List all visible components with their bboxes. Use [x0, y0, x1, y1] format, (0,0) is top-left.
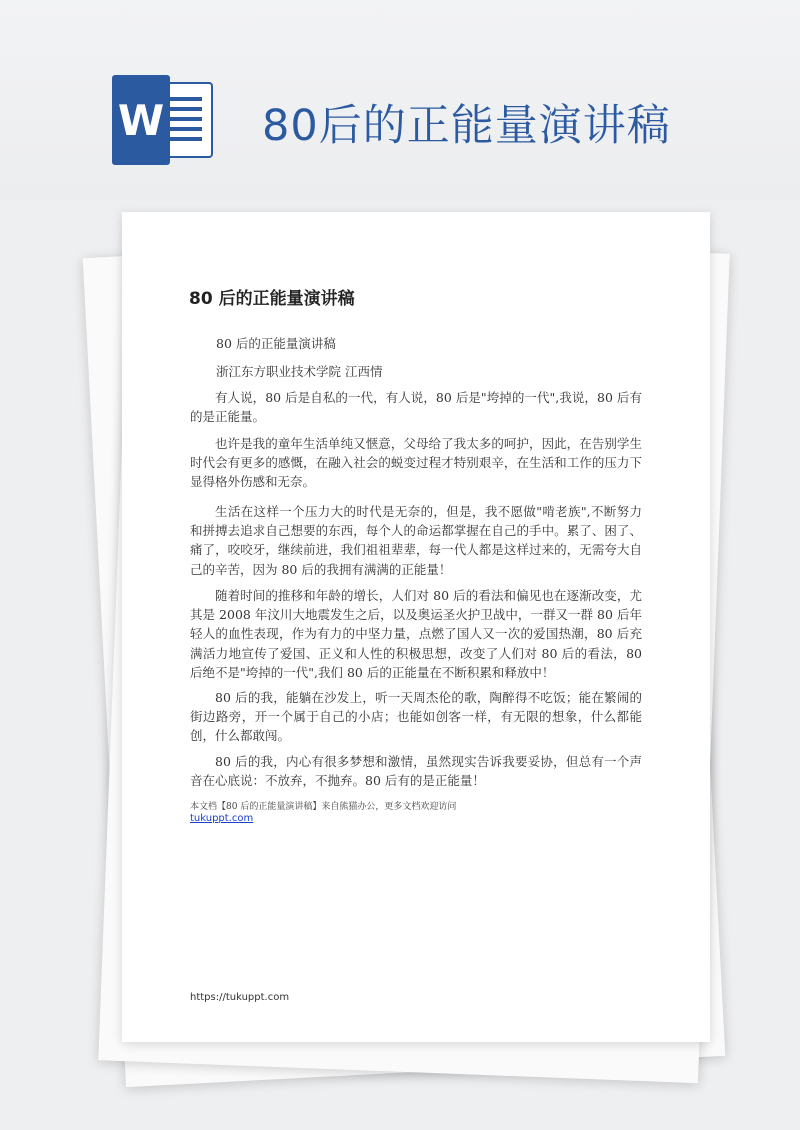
paragraph-3: 生活在这样一个压力大的时代是无奈的，但是，我不愿做"啃老族",不断努力和拼搏去追求自己想要的东西，每个人的命运都掌握在自己的手中。累了、困了、痛了，咬咬牙，继续前进，我们祖祖辈辈，每一代人都是这样过来的，无需夸大自己的辛苦，因为 80 后的我拥有满满的正能量！	[190, 504, 642, 577]
paragraph-2: 也许是我的童年生活单纯又惬意，父母给了我太多的呵护，因此，在告别学生时代会有更多的感慨，在融入社会的蜕变过程才特别艰辛，在生活和工作的压力下显得格外伤感和无奈。	[190, 436, 642, 490]
paragraph-4: 随着时间的推移和年龄的增长，人们对 80 后的看法和偏见也在逐渐改变，尤其是 2008 年汶川大地震发生之后，以及奥运圣火护卫战中，一群又一群 80 后年轻人的血性表现，作为有力的中坚力量，点燃了国人又一次的爱国热潮，80 后充满活力地宣传了爱国、正义和人性的积极思想，改变了人们对 80 后的看法，80 后绝不是"垮掉的一代",我们 80 后的正能量在不断积累和释放中！	[190, 588, 642, 680]
document-heading: 80 后的正能量演讲稿	[189, 289, 355, 309]
paragraph-5: 80 后的我，能躺在沙发上，听一天周杰伦的歌，陶醉得不吃饭；能在繁闹的街边路旁，开一个属于自己的小店；也能如创客一样，有无限的想象，什么都能创，什么都敢闯。	[190, 690, 642, 744]
source-note: 本文档【80 后的正能量演讲稿】来自熊猫办公，更多文档欢迎访问	[190, 802, 457, 812]
paragraph-1: 有人说，80 后是自私的一代，有人说，80 后是"垮掉的一代",我说，80 后有的是正能量。	[190, 390, 642, 425]
word-document-icon	[110, 75, 220, 165]
banner-title: 80后的正能量演讲稿	[262, 101, 671, 151]
header-banner	[0, 0, 800, 200]
logo-letter: W	[117, 96, 165, 145]
source-link[interactable]: tukuppt.com	[190, 813, 254, 824]
document-page	[122, 212, 710, 1042]
document-author: 浙江东方职业技术学院 江西情	[216, 364, 383, 379]
document-subtitle: 80 后的正能量演讲稿	[216, 336, 336, 351]
paragraph-6: 80 后的我，内心有很多梦想和激情，虽然现实告诉我要妥协，但总有一个声音在心底说：不放弃，不抛弃。80 后有的是正能量！	[190, 754, 642, 789]
footer-url: https://tukuppt.com	[190, 992, 290, 1003]
